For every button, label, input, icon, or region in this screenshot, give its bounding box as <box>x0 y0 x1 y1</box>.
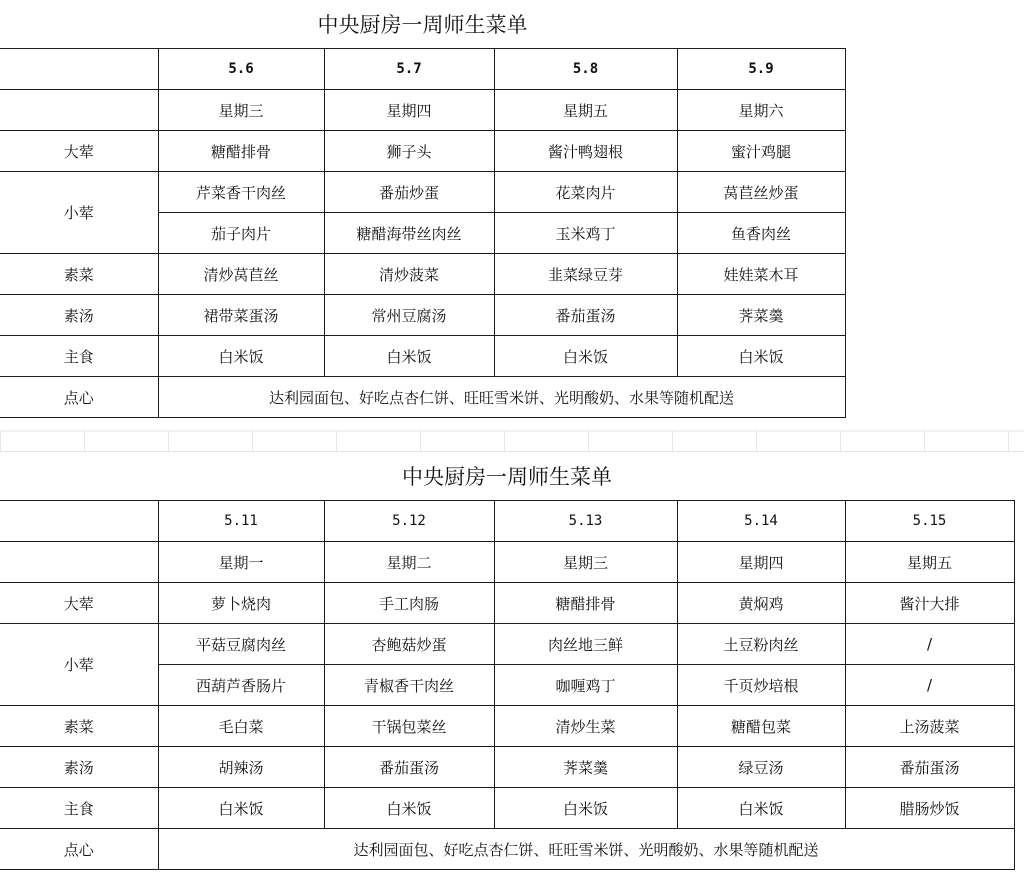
snack-cell[interactable]: 达利园面包、好吃点杏仁饼、旺旺雪米饼、光明酸奶、水果等随机配送 <box>158 829 1014 870</box>
row-label-staple[interactable]: 主食 <box>0 788 158 829</box>
menu-sheet-week-1 <box>0 0 1024 430</box>
date-cell[interactable]: 5.8 <box>494 49 677 90</box>
weekday-cell[interactable]: 星期三 <box>158 90 324 131</box>
snack-row <box>0 829 1014 870</box>
date-cell[interactable]: 5.13 <box>494 501 677 542</box>
date-cell[interactable]: 5.12 <box>324 501 494 542</box>
date-row <box>0 49 845 90</box>
dish-cell[interactable]: 腊肠炒饭 <box>845 788 1014 829</box>
dish-cell[interactable]: 玉米鸡丁 <box>494 213 677 254</box>
side-meat-row-1 <box>0 172 845 213</box>
row-label-main-meat[interactable]: 大荤 <box>0 131 158 172</box>
date-cell[interactable]: 5.15 <box>845 501 1014 542</box>
dish-cell[interactable]: 白米饭 <box>158 788 324 829</box>
soup-row <box>0 295 845 336</box>
dish-cell[interactable]: 糖醋海带丝肉丝 <box>324 213 494 254</box>
dish-cell[interactable]: 糖醋排骨 <box>494 583 677 624</box>
corner-cell[interactable] <box>0 49 158 90</box>
staple-row <box>0 788 1014 829</box>
dish-cell[interactable]: 狮子头 <box>324 131 494 172</box>
date-cell[interactable]: 5.14 <box>677 501 845 542</box>
dish-cell[interactable]: 白米饭 <box>494 336 677 377</box>
menu-table <box>0 48 846 418</box>
row-label-soup[interactable]: 素汤 <box>0 295 158 336</box>
weekday-cell[interactable]: 星期二 <box>324 542 494 583</box>
vegetable-row <box>0 254 845 295</box>
menu-title: 中央厨房一周师生菜单 <box>317 13 528 37</box>
dish-cell[interactable]: 荠菜羹 <box>494 747 677 788</box>
vegetable-row <box>0 706 1014 747</box>
dish-cell[interactable]: 平菇豆腐肉丝 <box>158 624 324 665</box>
dish-cell[interactable]: 番茄炒蛋 <box>324 172 494 213</box>
weekday-cell[interactable]: 星期三 <box>494 542 677 583</box>
dish-cell[interactable]: 酱汁大排 <box>845 583 1014 624</box>
snack-row <box>0 377 845 418</box>
corner-cell[interactable] <box>0 501 158 542</box>
side-meat-row-1 <box>0 624 1014 665</box>
dish-cell[interactable]: 糖醋排骨 <box>158 131 324 172</box>
dish-cell[interactable]: 莴苣丝炒蛋 <box>677 172 845 213</box>
date-cell[interactable]: 5.11 <box>158 501 324 542</box>
row-label-side-meat[interactable]: 小荤 <box>0 624 158 706</box>
dish-cell[interactable]: 糖醋包菜 <box>677 706 845 747</box>
row-label-staple[interactable]: 主食 <box>0 336 158 377</box>
empty-cell[interactable] <box>0 542 158 583</box>
date-cell[interactable]: 5.7 <box>324 49 494 90</box>
date-cell[interactable]: 5.9 <box>677 49 845 90</box>
dish-cell[interactable]: 白米饭 <box>494 788 677 829</box>
row-label-vegetable[interactable]: 素菜 <box>0 254 158 295</box>
date-row <box>0 501 1014 542</box>
main-meat-row <box>0 131 845 172</box>
dish-cell[interactable]: 芹菜香干肉丝 <box>158 172 324 213</box>
weekday-cell[interactable]: 星期一 <box>158 542 324 583</box>
dish-cell[interactable]: 清炒菠菜 <box>324 254 494 295</box>
weekday-cell[interactable]: 星期五 <box>845 542 1014 583</box>
row-label-vegetable[interactable]: 素菜 <box>0 706 158 747</box>
dish-cell[interactable]: 上汤菠菜 <box>845 706 1014 747</box>
dish-cell[interactable]: 青椒香干肉丝 <box>324 665 494 706</box>
dish-cell[interactable]: 裙带菜蛋汤 <box>158 295 324 336</box>
weekday-cell[interactable]: 星期四 <box>677 542 845 583</box>
row-label-side-meat[interactable]: 小荤 <box>0 172 158 254</box>
weekday-cell[interactable]: 星期四 <box>324 90 494 131</box>
dish-cell[interactable]: 番茄蛋汤 <box>494 295 677 336</box>
dish-cell[interactable]: 干锅包菜丝 <box>324 706 494 747</box>
dish-cell[interactable]: 番茄蛋汤 <box>324 747 494 788</box>
dish-cell[interactable]: 清炒莴苣丝 <box>158 254 324 295</box>
dish-cell[interactable]: / <box>845 624 1014 665</box>
row-label-snack[interactable]: 点心 <box>0 829 158 870</box>
date-cell[interactable]: 5.6 <box>158 49 324 90</box>
dish-cell[interactable]: 白米饭 <box>324 336 494 377</box>
dish-cell[interactable]: 绿豆汤 <box>677 747 845 788</box>
dish-cell[interactable]: 荠菜羹 <box>677 295 845 336</box>
menu-sheet-week-2 <box>0 452 1024 877</box>
dish-cell[interactable]: 花菜肉片 <box>494 172 677 213</box>
dish-cell[interactable]: 白米饭 <box>677 336 845 377</box>
main-meat-row <box>0 583 1014 624</box>
empty-cell[interactable] <box>0 90 158 131</box>
soup-row <box>0 747 1014 788</box>
dish-cell[interactable]: 白米饭 <box>158 336 324 377</box>
dish-cell[interactable]: 手工肉肠 <box>324 583 494 624</box>
row-label-soup[interactable]: 素汤 <box>0 747 158 788</box>
dish-cell[interactable]: 蜜汁鸡腿 <box>677 131 845 172</box>
dish-cell[interactable]: 茄子肉片 <box>158 213 324 254</box>
dish-cell[interactable]: 白米饭 <box>324 788 494 829</box>
weekday-cell[interactable]: 星期五 <box>494 90 677 131</box>
dish-cell[interactable]: 西葫芦香肠片 <box>158 665 324 706</box>
dish-cell[interactable]: 韭菜绿豆芽 <box>494 254 677 295</box>
dish-cell[interactable]: 土豆粉肉丝 <box>677 624 845 665</box>
row-label-snack[interactable]: 点心 <box>0 377 158 418</box>
menu-table <box>0 500 1015 870</box>
dish-cell[interactable]: 番茄蛋汤 <box>845 747 1014 788</box>
weekday-cell[interactable]: 星期六 <box>677 90 845 131</box>
menu-title: 中央厨房一周师生菜单 <box>402 465 612 489</box>
dish-cell[interactable]: 萝卜烧肉 <box>158 583 324 624</box>
dish-cell[interactable]: 常州豆腐汤 <box>324 295 494 336</box>
dish-cell[interactable]: 咖喱鸡丁 <box>494 665 677 706</box>
snack-cell[interactable]: 达利园面包、好吃点杏仁饼、旺旺雪米饼、光明酸奶、水果等随机配送 <box>158 377 845 418</box>
dish-cell[interactable]: 娃娃菜木耳 <box>677 254 845 295</box>
dish-cell[interactable]: / <box>845 665 1014 706</box>
dish-cell[interactable]: 毛白菜 <box>158 706 324 747</box>
weekday-row <box>0 542 1014 583</box>
dish-cell[interactable]: 胡辣汤 <box>158 747 324 788</box>
dish-cell[interactable]: 杏鲍菇炒蛋 <box>324 624 494 665</box>
dish-cell[interactable]: 肉丝地三鲜 <box>494 624 677 665</box>
dish-cell[interactable]: 清炒生菜 <box>494 706 677 747</box>
staple-row <box>0 336 845 377</box>
dish-cell[interactable]: 黄焖鸡 <box>677 583 845 624</box>
dish-cell[interactable]: 白米饭 <box>677 788 845 829</box>
dish-cell[interactable]: 鱼香肉丝 <box>677 213 845 254</box>
dish-cell[interactable]: 千页炒培根 <box>677 665 845 706</box>
weekday-row <box>0 90 845 131</box>
dish-cell[interactable]: 酱汁鸭翅根 <box>494 131 677 172</box>
row-label-main-meat[interactable]: 大荤 <box>0 583 158 624</box>
